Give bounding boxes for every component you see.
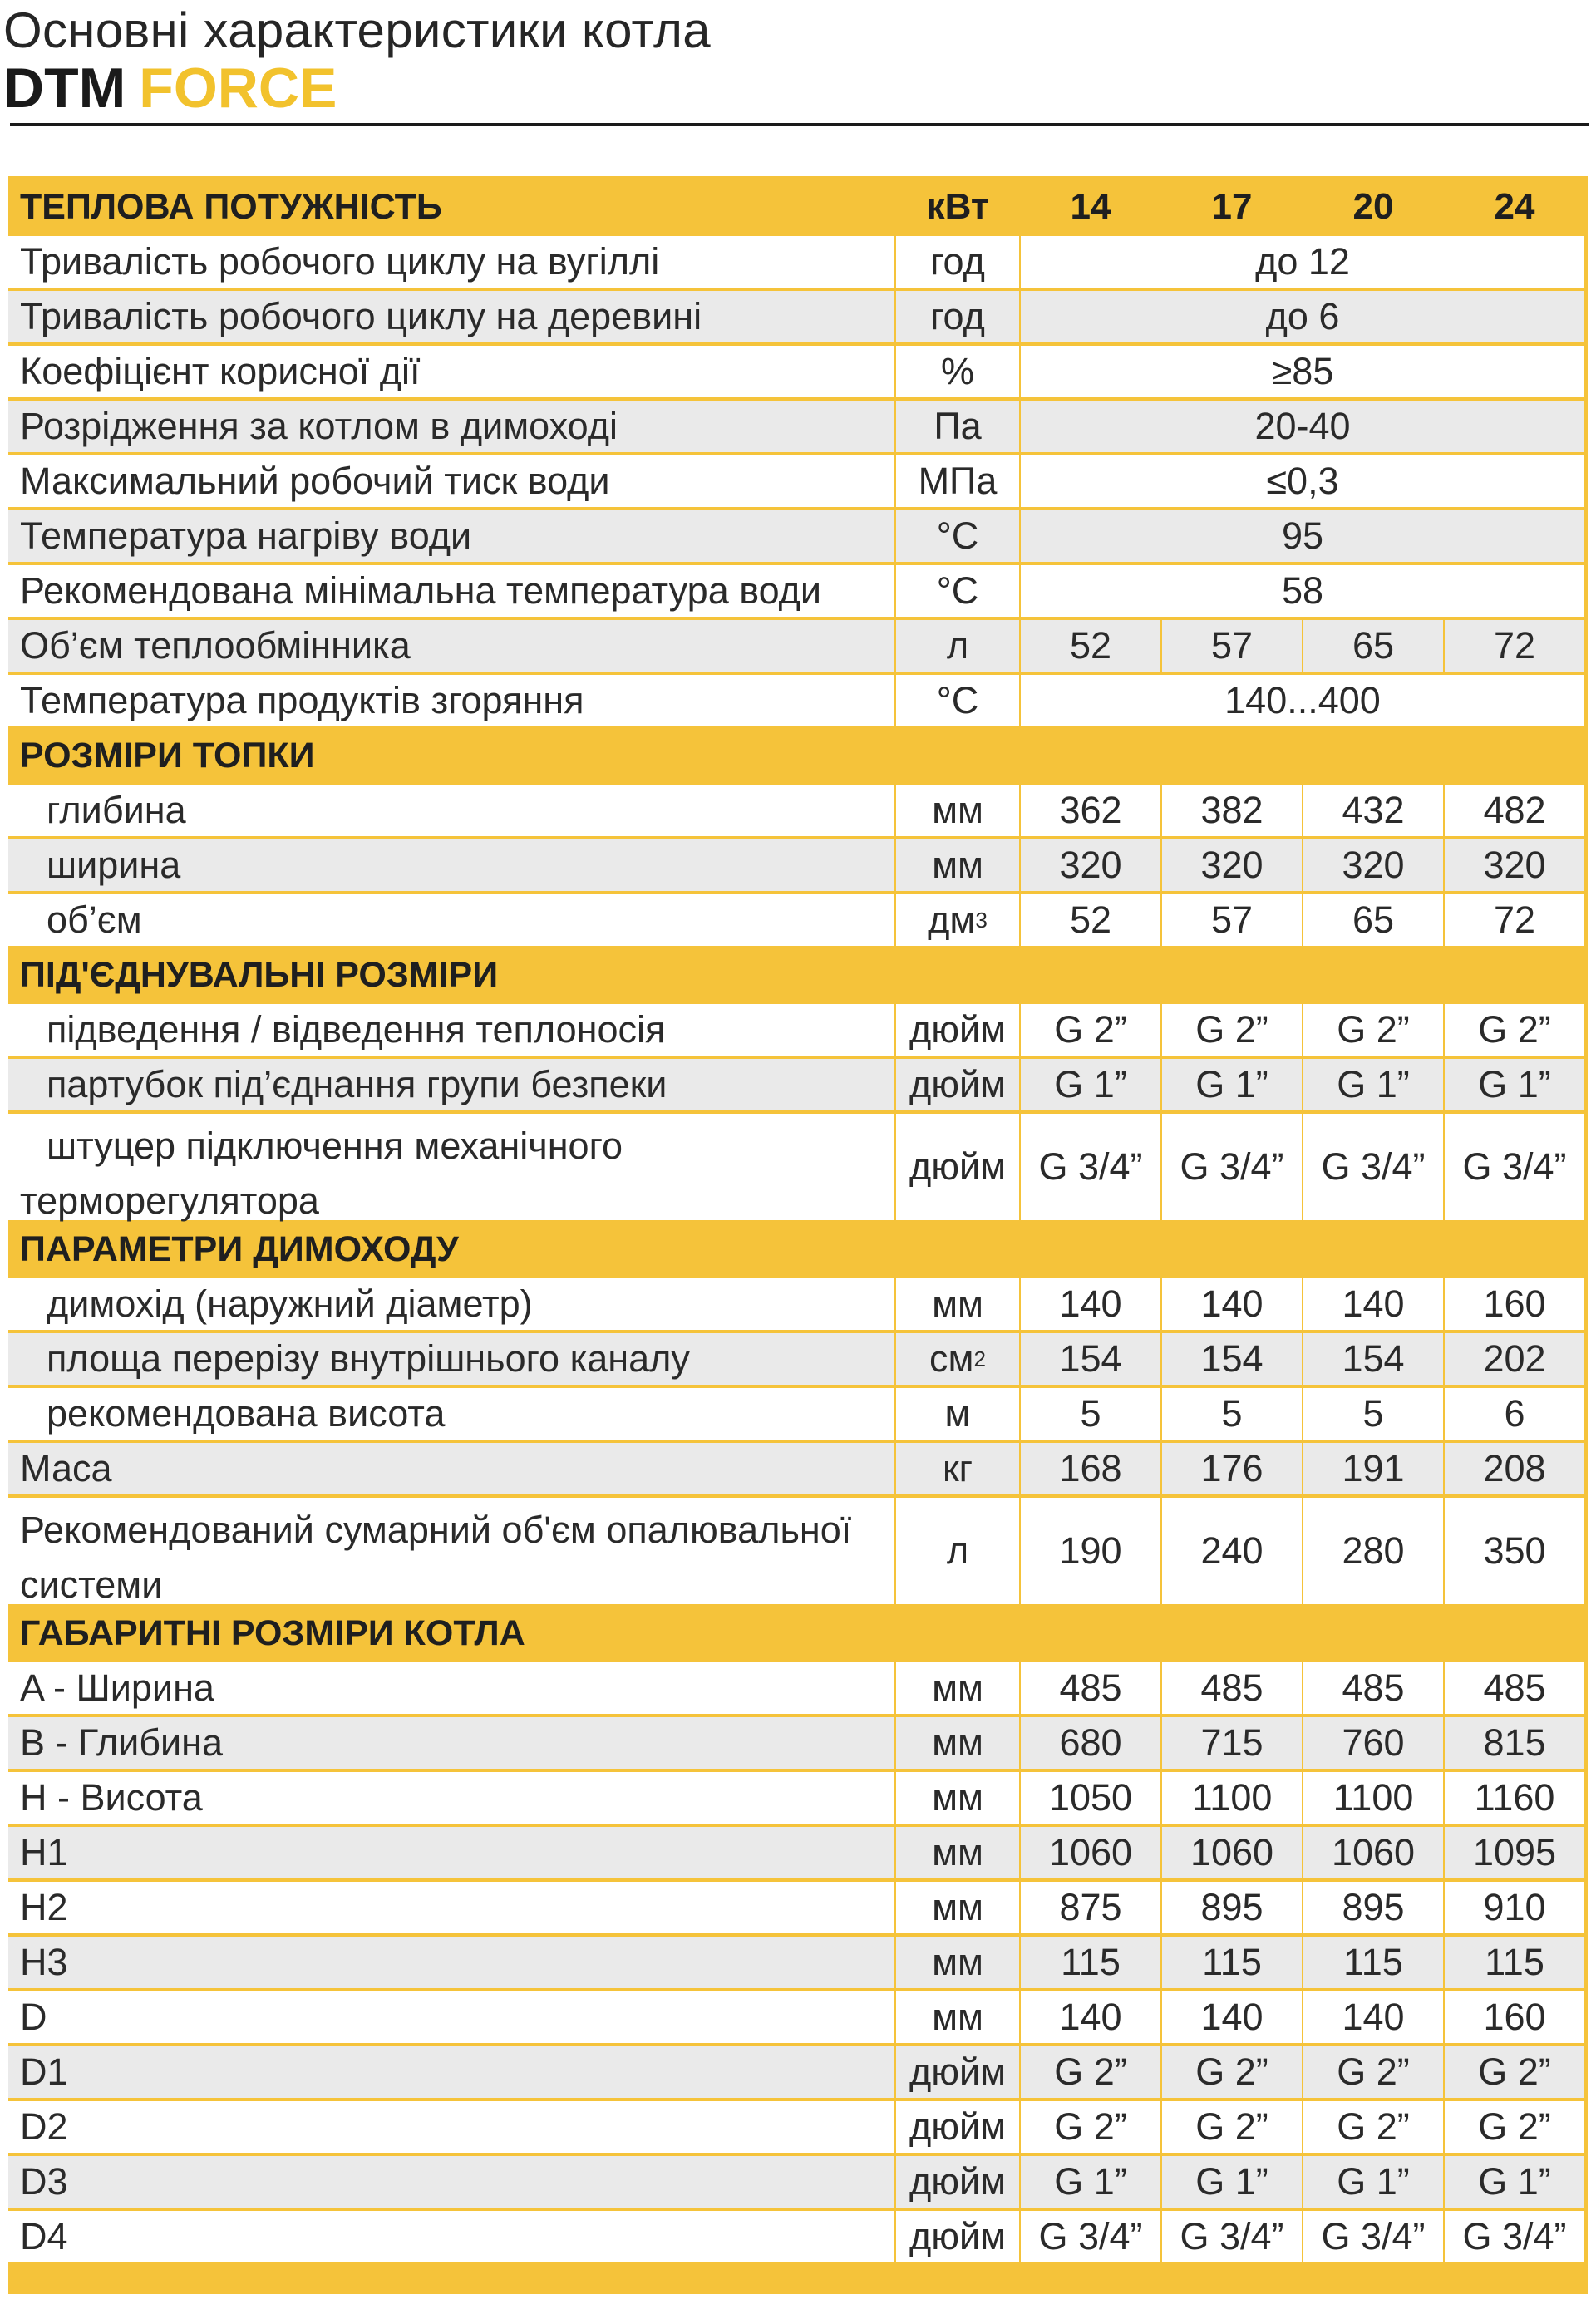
row-label: Об’єм теплообмінника <box>8 620 894 672</box>
row-label-line: системи <box>20 1563 163 1606</box>
row-label: Максимальний робочий тиск води <box>8 455 894 507</box>
row-value: 680 <box>1021 1717 1160 1769</box>
row-value: 895 <box>1303 1882 1443 1933</box>
row-value: G 1” <box>1445 2156 1584 2208</box>
row-value: 1160 <box>1445 1772 1584 1824</box>
unit-base: см <box>929 1337 974 1380</box>
row-label: Розрідження за котлом в димоході <box>8 401 894 452</box>
row-unit: °С <box>896 510 1019 562</box>
row-label: глибина <box>8 785 894 836</box>
row-label: D4 <box>8 2211 894 2262</box>
row-value: 58 <box>1021 565 1584 617</box>
model-name: FORCE <box>139 57 337 120</box>
row-unit: мм <box>896 1717 1019 1769</box>
row-label: Тривалість робочого циклу на деревині <box>8 291 894 342</box>
page-title: Основні характеристики котла <box>3 2 711 58</box>
row-value: 52 <box>1021 620 1160 672</box>
row-value: 140...400 <box>1021 675 1584 726</box>
row-value: G 2” <box>1445 2101 1584 2153</box>
row-label: рекомендована висота <box>8 1388 894 1440</box>
row-value: 140 <box>1021 1278 1160 1330</box>
table-row <box>8 2211 1588 2262</box>
row-value: G 2” <box>1162 1004 1302 1056</box>
row-value: 208 <box>1445 1443 1584 1494</box>
spec-table <box>8 176 1588 2294</box>
row-value: 6 <box>1445 1388 1584 1440</box>
row-unit: дм 3 <box>896 894 1019 946</box>
row-value: 1095 <box>1445 1827 1584 1878</box>
row-label: D3 <box>8 2156 894 2208</box>
row-unit: мм <box>896 1882 1019 1933</box>
row-label: D2 <box>8 2101 894 2153</box>
row-value: 115 <box>1303 1937 1443 1988</box>
row-value: G 1” <box>1162 1059 1302 1110</box>
table-row <box>8 1717 1588 1769</box>
row-value: 320 <box>1303 839 1443 891</box>
row-value: G 1” <box>1021 1059 1160 1110</box>
row-value: G 1” <box>1021 2156 1160 2208</box>
row-unit: дюйм <box>896 1004 1019 1056</box>
row-unit: мм <box>896 1827 1019 1878</box>
row-value: 760 <box>1303 1717 1443 1769</box>
table-row <box>8 1937 1588 1988</box>
section-title: РОЗМІРИ ТОПКИ <box>20 735 315 775</box>
row-value: 715 <box>1162 1717 1302 1769</box>
row-label <box>8 1498 894 1604</box>
table-row <box>8 2156 1588 2208</box>
row-unit: л <box>896 620 1019 672</box>
row-unit: % <box>896 346 1019 397</box>
row-label: об’єм <box>8 894 894 946</box>
header-model: 24 <box>1494 186 1535 227</box>
row-label: Тривалість робочого циклу на вугіллі <box>8 236 894 288</box>
row-value: G 2” <box>1162 2101 1302 2153</box>
table-row <box>8 1772 1588 1824</box>
table-row <box>8 785 1588 836</box>
header-model: 20 <box>1352 186 1394 227</box>
row-value: 1060 <box>1021 1827 1160 1878</box>
row-label: площа перерізу внутрішнього каналу <box>8 1333 894 1385</box>
row-value: 140 <box>1162 1991 1302 2043</box>
row-label-line: штуцер підключення механічного <box>47 1125 623 1167</box>
row-value: 815 <box>1445 1717 1584 1769</box>
row-label: H2 <box>8 1882 894 1933</box>
table-row <box>8 1662 1588 1714</box>
row-unit: л <box>896 1498 1019 1604</box>
section-header <box>8 949 1588 1001</box>
table-row <box>8 291 1588 342</box>
row-value: 140 <box>1303 1278 1443 1330</box>
section-title: ГАБАРИТНІ РОЗМІРИ КОТЛА <box>20 1612 525 1653</box>
row-label: Температура нагріву води <box>8 510 894 562</box>
row-value: G 2” <box>1303 1004 1443 1056</box>
row-value: 485 <box>1162 1662 1302 1714</box>
table-row <box>8 675 1588 726</box>
row-unit: дюйм <box>896 1059 1019 1110</box>
row-value: 72 <box>1445 894 1584 946</box>
row-unit: год <box>896 291 1019 342</box>
row-unit: год <box>896 236 1019 288</box>
table-row <box>8 455 1588 507</box>
row-value: 1100 <box>1162 1772 1302 1824</box>
row-value: 1100 <box>1303 1772 1443 1824</box>
table-row <box>8 839 1588 891</box>
table-row <box>8 1991 1588 2043</box>
row-value: 280 <box>1303 1498 1443 1604</box>
table-row <box>8 1278 1588 1330</box>
row-unit: кг <box>896 1443 1019 1494</box>
row-value: G 2” <box>1021 2101 1160 2153</box>
table-row <box>8 1004 1588 1056</box>
row-unit: °С <box>896 565 1019 617</box>
row-label: B - Глибина <box>8 1717 894 1769</box>
row-value: 140 <box>1162 1278 1302 1330</box>
row-unit: °С <box>896 675 1019 726</box>
title-divider <box>10 123 1589 126</box>
row-value: G 3/4” <box>1021 1114 1160 1220</box>
row-value: 115 <box>1445 1937 1584 1988</box>
row-value: 154 <box>1303 1333 1443 1385</box>
row-value: G 3/4” <box>1162 1114 1302 1220</box>
row-unit: дюйм <box>896 2101 1019 2153</box>
row-value: G 1” <box>1303 2156 1443 2208</box>
row-value: ≥85 <box>1021 346 1584 397</box>
row-value: 52 <box>1021 894 1160 946</box>
model-title <box>3 55 337 121</box>
row-value: G 3/4” <box>1021 2211 1160 2262</box>
row-unit: дюйм <box>896 2046 1019 2098</box>
row-value: 95 <box>1021 510 1584 562</box>
row-value: до 6 <box>1021 291 1584 342</box>
row-label-line: терморегулятора <box>20 1179 319 1222</box>
table-row <box>8 2046 1588 2098</box>
row-value: 910 <box>1445 1882 1584 1933</box>
row-value: 57 <box>1162 620 1302 672</box>
row-value: до 12 <box>1021 236 1584 288</box>
table-row <box>8 1827 1588 1878</box>
row-value: 350 <box>1445 1498 1584 1604</box>
row-unit: мм <box>896 1278 1019 1330</box>
table-row <box>8 510 1588 562</box>
row-value: G 1” <box>1303 1059 1443 1110</box>
row-value: 191 <box>1303 1443 1443 1494</box>
table-row <box>8 894 1588 946</box>
row-value: 485 <box>1021 1662 1160 1714</box>
row-label: Коефіцієнт корисної дії <box>8 346 894 397</box>
row-value: 1060 <box>1162 1827 1302 1878</box>
section-title: ПІД'ЄДНУВАЛЬНІ РОЗМІРИ <box>20 954 499 995</box>
table-header-row <box>8 181 1588 233</box>
row-value: 5 <box>1303 1388 1443 1440</box>
row-value: 72 <box>1445 620 1584 672</box>
row-value: G 1” <box>1162 2156 1302 2208</box>
row-value: 5 <box>1162 1388 1302 1440</box>
table-row <box>8 2101 1588 2153</box>
row-unit: см 2 <box>896 1333 1019 1385</box>
row-unit: мм <box>896 1772 1019 1824</box>
row-value: G 2” <box>1445 1004 1584 1056</box>
row-value: 1050 <box>1021 1772 1160 1824</box>
row-value: 154 <box>1021 1333 1160 1385</box>
row-value: 1060 <box>1303 1827 1443 1878</box>
row-value: G 2” <box>1021 1004 1160 1056</box>
table-row <box>8 1388 1588 1440</box>
table-row <box>8 1498 1588 1604</box>
row-label: ширина <box>8 839 894 891</box>
row-unit: мм <box>896 1937 1019 1988</box>
row-label: H1 <box>8 1827 894 1878</box>
row-unit: МПа <box>896 455 1019 507</box>
row-unit: мм <box>896 1991 1019 2043</box>
row-value: 115 <box>1021 1937 1160 1988</box>
row-unit: мм <box>896 839 1019 891</box>
row-unit: Па <box>896 401 1019 452</box>
row-label: Температура продуктів згоряння <box>8 675 894 726</box>
row-value: G 2” <box>1162 2046 1302 2098</box>
row-value: ≤0,3 <box>1021 455 1584 507</box>
row-value: G 3/4” <box>1445 2211 1584 2262</box>
row-label: H - Висота <box>8 1772 894 1824</box>
row-label: Рекомендована мінімальна температура води <box>8 565 894 617</box>
row-value: 168 <box>1021 1443 1160 1494</box>
row-value: G 3/4” <box>1162 2211 1302 2262</box>
row-label: D <box>8 1991 894 2043</box>
row-value: 320 <box>1445 839 1584 891</box>
table-row <box>8 1882 1588 1933</box>
row-value: G 3/4” <box>1303 2211 1443 2262</box>
row-value: 482 <box>1445 785 1584 836</box>
header-model: 14 <box>1070 186 1111 227</box>
table-row <box>8 1059 1588 1110</box>
row-label: Маса <box>8 1443 894 1494</box>
row-unit: м <box>896 1388 1019 1440</box>
row-unit: мм <box>896 1662 1019 1714</box>
row-value: 5 <box>1021 1388 1160 1440</box>
row-value: 432 <box>1303 785 1443 836</box>
row-unit: дюйм <box>896 2211 1019 2262</box>
section-header <box>8 1607 1588 1659</box>
row-value: 140 <box>1021 1991 1160 2043</box>
row-label <box>8 1114 894 1220</box>
row-value: 202 <box>1445 1333 1584 1385</box>
brand-name: DTM <box>3 57 126 120</box>
section-header <box>8 730 1588 781</box>
row-value: 485 <box>1303 1662 1443 1714</box>
row-value: 115 <box>1162 1937 1302 1988</box>
row-unit: дюйм <box>896 1114 1019 1220</box>
row-value: G 3/4” <box>1303 1114 1443 1220</box>
section-header <box>8 1223 1588 1275</box>
row-value: 154 <box>1162 1333 1302 1385</box>
header-unit: кВт <box>926 186 989 227</box>
table-row <box>8 620 1588 672</box>
table-row <box>8 401 1588 452</box>
row-value: 65 <box>1303 620 1443 672</box>
row-value: 176 <box>1162 1443 1302 1494</box>
table-row <box>8 1114 1588 1220</box>
row-value: G 3/4” <box>1445 1114 1584 1220</box>
unit-base: дм <box>928 898 976 941</box>
row-value: G 2” <box>1303 2046 1443 2098</box>
row-unit: дюйм <box>896 2156 1019 2208</box>
row-value: G 2” <box>1445 2046 1584 2098</box>
row-value: 240 <box>1162 1498 1302 1604</box>
table-row <box>8 1443 1588 1494</box>
row-value: 20-40 <box>1021 401 1584 452</box>
row-label: H3 <box>8 1937 894 1988</box>
section-title: ПАРАМЕТРИ ДИМОХОДУ <box>20 1228 459 1269</box>
table-row <box>8 1333 1588 1385</box>
row-value: G 1” <box>1445 1059 1584 1110</box>
row-label: D1 <box>8 2046 894 2098</box>
row-label: партубок під’єднання групи безпеки <box>8 1059 894 1110</box>
row-value: 57 <box>1162 894 1302 946</box>
row-value: 160 <box>1445 1278 1584 1330</box>
row-value: 875 <box>1021 1882 1160 1933</box>
row-value: 190 <box>1021 1498 1160 1604</box>
row-value: 485 <box>1445 1662 1584 1714</box>
row-value: 320 <box>1021 839 1160 891</box>
row-value: G 2” <box>1303 2101 1443 2153</box>
row-value: 382 <box>1162 785 1302 836</box>
row-value: 362 <box>1021 785 1160 836</box>
row-unit: мм <box>896 785 1019 836</box>
header-model: 17 <box>1211 186 1253 227</box>
row-value: 320 <box>1162 839 1302 891</box>
table-row <box>8 346 1588 397</box>
row-value: 160 <box>1445 1991 1584 2043</box>
row-value: 140 <box>1303 1991 1443 2043</box>
table-row <box>8 236 1588 288</box>
table-row <box>8 565 1588 617</box>
row-label: підведення / відведення теплоносія <box>8 1004 894 1056</box>
row-label: A - Ширина <box>8 1662 894 1714</box>
row-value: 65 <box>1303 894 1443 946</box>
header-label: ТЕПЛОВА ПОТУЖНІСТЬ <box>20 186 442 227</box>
row-value: G 2” <box>1021 2046 1160 2098</box>
row-label: димохід (наружний діаметр) <box>8 1278 894 1330</box>
row-label-line: Рекомендований сумарний об'єм опалювальної <box>20 1509 852 1551</box>
row-value: 895 <box>1162 1882 1302 1933</box>
